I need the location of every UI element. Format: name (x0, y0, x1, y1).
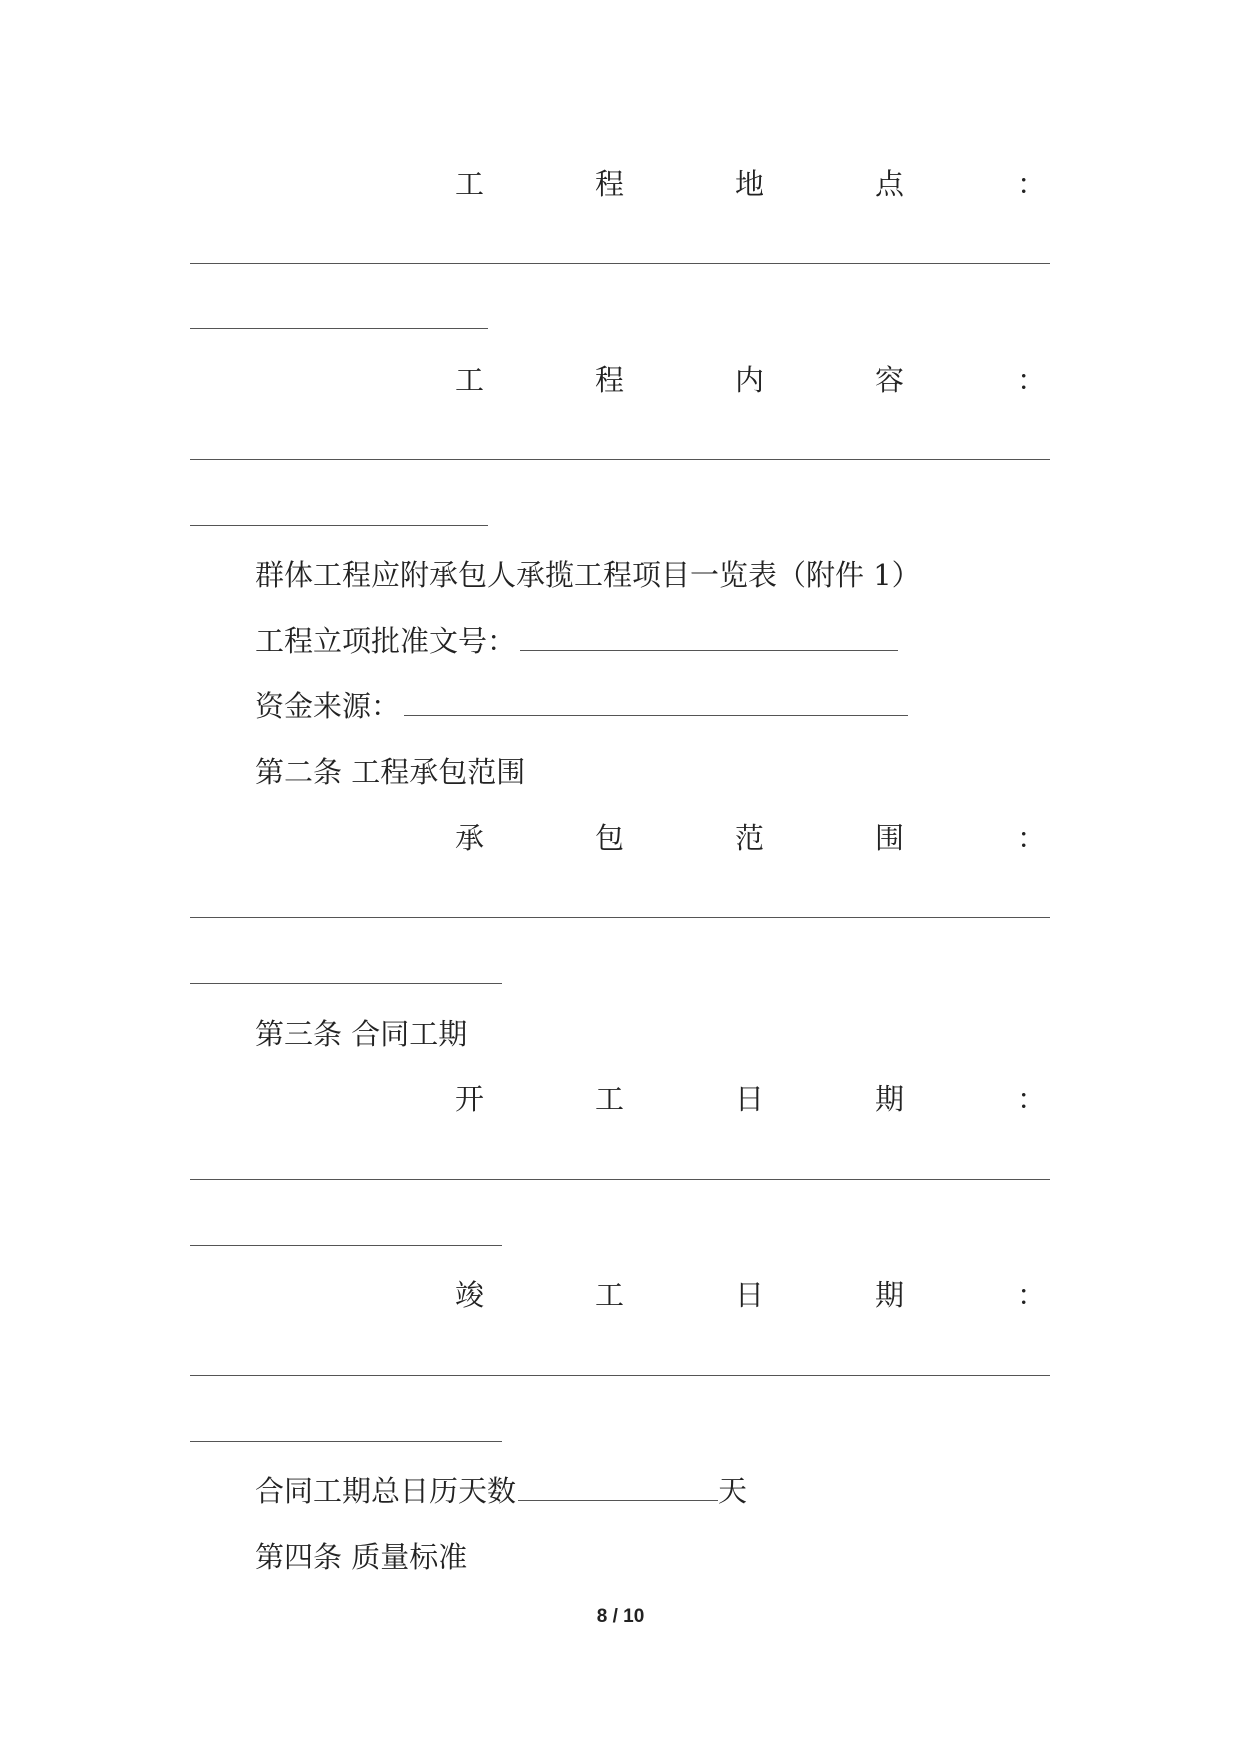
project-site-label (455, 164, 1047, 204)
label-char: 围 (875, 821, 905, 855)
completion-date-fill-line (190, 1375, 1050, 1376)
label-char: 程 (595, 167, 625, 201)
label-char: 开 (455, 1082, 485, 1116)
label-colon: ： (1017, 821, 1047, 855)
project-content-fill-line (190, 459, 1050, 460)
label-char: 包 (595, 821, 625, 855)
approval-number-blank (520, 624, 898, 651)
label-char: 承 (455, 821, 485, 855)
article-3-heading: 第三条 合同工期 (255, 1017, 468, 1051)
label-char: 内 (735, 363, 765, 397)
label-char: 范 (735, 821, 765, 855)
funding-source-blank (404, 689, 908, 716)
label-char: 期 (875, 1082, 905, 1116)
project-site-fill-line-cont (190, 328, 488, 329)
contract-scope-fill-line (190, 917, 1050, 918)
start-date-label (455, 1079, 1047, 1119)
label-char: 地 (735, 167, 765, 201)
project-content-fill-line-cont (190, 525, 488, 526)
label-char: 工 (455, 363, 485, 397)
completion-date-fill-line-cont (190, 1441, 502, 1442)
label-char: 程 (595, 363, 625, 397)
project-content-label (455, 360, 1047, 400)
article-4-heading: 第四条 质量标准 (255, 1540, 468, 1574)
project-site-fill-line (190, 263, 1050, 264)
label-colon: ： (1017, 1082, 1047, 1116)
label-char: 日 (735, 1278, 765, 1312)
funding-source-row (255, 686, 908, 726)
group-project-note: 群体工程应附承包人承揽工程项目一览表（附件 1） (255, 558, 921, 592)
label-char: 容 (875, 363, 905, 397)
total-days-label: 合同工期总日历天数 (255, 1474, 517, 1508)
label-char: 期 (875, 1278, 905, 1312)
approval-number-label: 工程立项批准文号： (255, 624, 517, 658)
label-char: 工 (595, 1278, 625, 1312)
total-days-blank (518, 1474, 718, 1501)
label-colon: ： (1017, 167, 1047, 201)
start-date-fill-line-cont (190, 1245, 502, 1246)
label-char: 点 (875, 167, 905, 201)
label-char: 工 (595, 1082, 625, 1116)
label-colon: ： (1017, 363, 1047, 397)
article-2-heading: 第二条 工程承包范围 (255, 755, 526, 789)
label-char: 竣 (455, 1278, 485, 1312)
label-char: 日 (735, 1082, 765, 1116)
completion-date-label (455, 1275, 1047, 1315)
approval-number-row (255, 621, 898, 661)
contract-scope-label (455, 818, 1047, 858)
label-char: 工 (455, 167, 485, 201)
contract-scope-fill-line-cont (190, 983, 502, 984)
total-days-row (255, 1471, 747, 1511)
start-date-fill-line (190, 1179, 1050, 1180)
page-number: 8 / 10 (596, 1606, 645, 1627)
label-colon: ： (1017, 1278, 1047, 1312)
funding-source-label: 资金来源： (255, 689, 401, 723)
total-days-unit: 天 (718, 1474, 748, 1508)
